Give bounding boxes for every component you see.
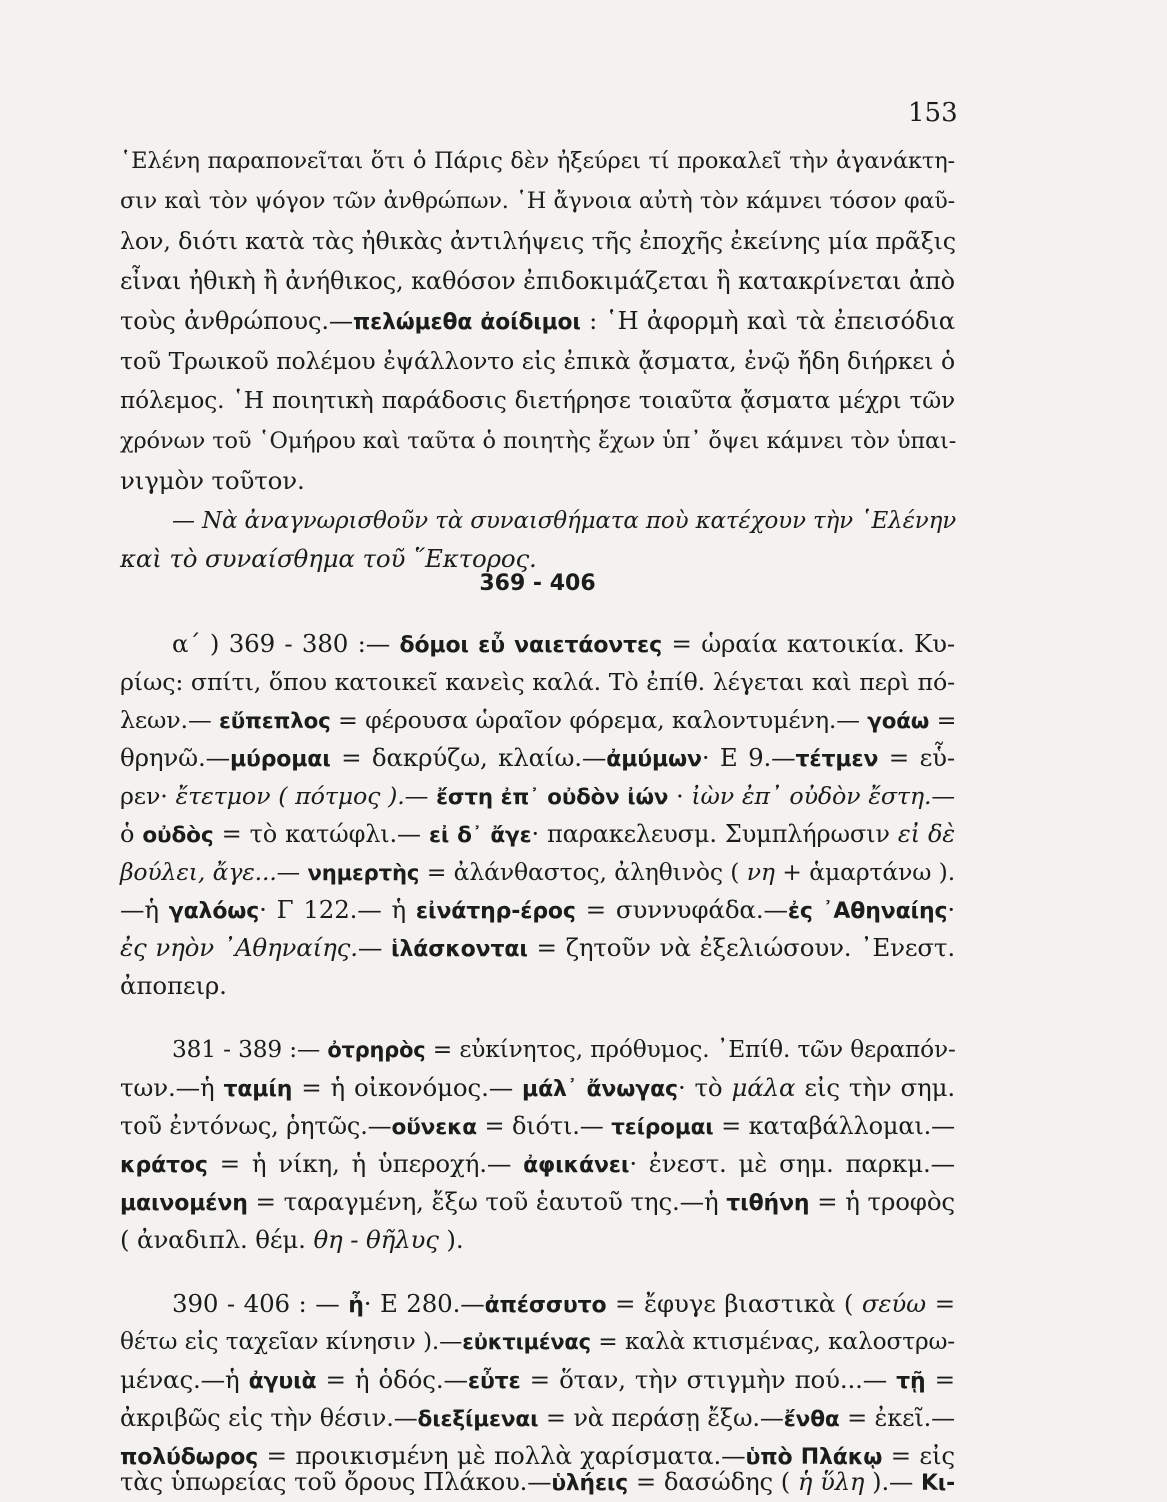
text: = εἰς xyxy=(882,1441,955,1470)
text: ).— xyxy=(864,1467,921,1496)
text: των.—ἡ xyxy=(120,1073,224,1102)
text-line: λον, διότι κατὰ τὰς ἠθικὰς ἀντιλήψεις τῆς ἐποχῆς ἐκείνης μία πρᾶξις xyxy=(120,227,956,255)
gloss-line xyxy=(120,1070,955,1108)
text: = νὰ περάσῃ ἔξω.— xyxy=(538,1404,784,1432)
italic-text: βούλει, ἄγε... xyxy=(120,858,277,886)
gloss-term: τείρομαι xyxy=(611,1115,714,1140)
gloss-line xyxy=(120,930,955,968)
gloss-term: ὑλήεις xyxy=(551,1471,629,1496)
text: = ἡ τροφὸς xyxy=(809,1187,955,1216)
text-line: εἶναι ἠθικὴ ἢ ἀνήθικος, καθόσον ἐπιδοκιμάζεται ἢ κατακρίνεται ἀπὸ xyxy=(120,267,955,295)
gloss-term: ἔνθα xyxy=(783,1407,840,1432)
text: τοῦ ἐντόνως, ῥητῶς.— xyxy=(120,1112,392,1140)
text: = καταβάλλομαι.— xyxy=(713,1112,955,1140)
gloss-line xyxy=(120,1400,955,1438)
text: · Ε 280.— xyxy=(363,1289,485,1318)
gloss-term: μαινομένη xyxy=(120,1191,248,1216)
text: = ταραγμένη, ἔξω τοῦ ἑαυτοῦ της.—ἡ xyxy=(247,1187,727,1216)
gloss-line xyxy=(172,1286,955,1324)
gloss-term: Κι- xyxy=(920,1471,955,1496)
gloss-line xyxy=(172,1032,955,1068)
text: θέτω εἰς ταχεῖαν κίνησιν ).— xyxy=(120,1328,463,1355)
text: · Ε 9.— xyxy=(701,743,796,772)
text: · ἐνεστ. μὲ σημ. παρκμ.— xyxy=(629,1149,955,1178)
text: = ἐκεῖ.— xyxy=(839,1404,955,1432)
text: λεων.— xyxy=(120,706,219,734)
gloss-term: τέτμεν xyxy=(795,747,879,772)
gloss-term: οὐδὸς xyxy=(142,823,214,848)
text: = xyxy=(925,1365,955,1394)
gloss-line: ἀποπειρ. xyxy=(120,971,227,1000)
text: μένας.—ἡ xyxy=(120,1365,249,1394)
page-number: 153 xyxy=(908,98,958,128)
italic-text: ἔτετμον ( πότμος ). xyxy=(175,782,405,810)
text: = xyxy=(929,706,957,734)
gloss-line xyxy=(120,702,955,740)
text: ). xyxy=(438,1225,464,1254)
gloss-term: εἰνάτηρ-έρος xyxy=(415,899,576,924)
text: = ἡ οἰκονόμος.— xyxy=(292,1073,523,1102)
text: = xyxy=(926,1289,955,1318)
gloss-line xyxy=(120,778,955,816)
text-line: νιγμὸν τοῦτον. xyxy=(120,466,305,495)
text: = ἡ ὁδός.— xyxy=(316,1365,468,1394)
text: τὰς ὑπωρείας τοῦ ὄρους Πλάκου.— xyxy=(120,1467,552,1496)
gloss-term: τιθήνη xyxy=(726,1191,810,1216)
text: + ἁμαρτάνω ). xyxy=(774,858,956,886)
gloss-line xyxy=(120,854,955,891)
gloss-term: ἀμύμων xyxy=(606,747,702,772)
text: = ἀλάνθαστος, ἀληθινὸς ( xyxy=(419,858,747,886)
text: ὁ xyxy=(120,820,143,848)
text: = εὐκίνητος, πρόθυμος. ᾽Επίθ. τῶν θεραπόν- xyxy=(425,1036,956,1063)
text: · Γ 122.— ἡ xyxy=(259,895,416,924)
gloss-term: διεξίμεναι xyxy=(417,1407,539,1432)
gloss-term: ἀγυιὰ xyxy=(248,1369,317,1394)
text: α΄ ) 369 - 380 :— xyxy=(172,629,400,658)
section-heading: 369 - 406 xyxy=(479,571,596,596)
gloss-term: πολύδωρος xyxy=(120,1445,259,1470)
gloss-term: μύρομαι xyxy=(229,747,331,772)
text: 390 - 406 : — xyxy=(172,1289,349,1318)
text: ( ἀναδιπλ. θέμ. xyxy=(120,1225,314,1254)
text: : ῾Η ἀφορμὴ καὶ τὰ ἐπεισόδια xyxy=(580,306,956,335)
text: ρεν· xyxy=(120,782,176,810)
text: = καλὰ κτισμένας, καλοστρω- xyxy=(590,1328,955,1355)
italic-text: ἐς νηὸν ᾽Αθηναίης. xyxy=(120,933,358,962)
gloss-term: πελώμεθα ἀοίδιμοι xyxy=(353,310,581,335)
gloss-term: ἀφικάνει xyxy=(523,1153,630,1178)
gloss-term: ὀτρηρὸς xyxy=(327,1038,426,1062)
gloss-line xyxy=(120,1222,955,1258)
gloss-term: νημερτὴς xyxy=(307,860,420,885)
text: = προικισμένη μὲ πολλὰ χαρίσματα.— xyxy=(258,1441,746,1470)
gloss-term: μάλ᾽ ἄνωγας xyxy=(522,1077,678,1102)
text: = τὸ κατώφλι.— xyxy=(213,820,429,848)
text: = ζητοῦν νὰ ἐξελιώσουν. ᾽Ενεστ. xyxy=(527,933,955,962)
gloss-line xyxy=(120,1464,955,1502)
text: — xyxy=(357,933,392,962)
gloss-term: ἀπέσσυτο xyxy=(484,1293,607,1318)
italic-text: θη - θῆλυς xyxy=(313,1225,439,1254)
text: · xyxy=(947,895,955,924)
text: = ἔφυγε βιαστικὰ ( xyxy=(606,1289,862,1318)
text: — xyxy=(276,858,308,886)
gloss-line xyxy=(120,740,955,778)
italic-text: σεύω xyxy=(861,1289,927,1318)
gloss-line xyxy=(120,1146,955,1184)
text: — xyxy=(404,782,437,810)
gloss-term: ταμίη xyxy=(223,1077,293,1102)
text: · xyxy=(668,782,692,810)
text: ἀκριβῶς εἰς τὴν θέσιν.— xyxy=(120,1404,418,1432)
italic-text: ἡ ὕλη xyxy=(797,1467,865,1496)
gloss-line xyxy=(120,892,955,930)
gloss-term: ἦ xyxy=(348,1293,364,1318)
gloss-term: γοάω xyxy=(867,709,930,734)
gloss-line xyxy=(172,626,955,664)
gloss-term: κράτος xyxy=(120,1153,208,1178)
gloss-term: εὖτε xyxy=(467,1369,521,1394)
gloss-term: εἰ δ᾽ ἄγε xyxy=(428,823,532,848)
text: θρηνῶ.— xyxy=(120,743,230,772)
text: = διότι.— xyxy=(476,1112,612,1140)
text: = δακρύζω, κλαίω.— xyxy=(330,743,607,772)
text: = φέρουσα ὡραῖον φόρεμα, καλοντυμένη.— xyxy=(330,706,868,734)
text-line: ῾Ελένη παραπονεῖται ὅτι ὁ Πάρις δὲν ἠξεύρει τί προκαλεῖ τὴν ἀγανάκτη- xyxy=(120,148,955,174)
gloss-term: δόμοι εὖ ναιετάοντες xyxy=(399,633,663,658)
gloss-term: εὐκτιμένας xyxy=(462,1330,591,1354)
text-line: σιν καὶ τὸν ψόγον τῶν ἀνθρώπων. ῾Η ἄγνοια αὐτὴ τὸν κάμνει τόσον φαῦ- xyxy=(120,188,955,214)
gloss-line xyxy=(120,1108,955,1146)
italic-text: μάλα xyxy=(731,1073,796,1102)
gloss-term: εὔπεπλος xyxy=(218,709,331,734)
text: = εὗ- xyxy=(878,743,955,772)
text: = συννυφάδα.— xyxy=(575,895,788,924)
text: —ἡ xyxy=(120,895,169,924)
text: = ἡ νίκη, ἡ ὑπεροχή.— xyxy=(207,1149,524,1178)
text-line: πόλεμος. ῾Η ποιητικὴ παράδοσις διετήρησε τοιαῦτα ᾄσματα μέχρι τῶν xyxy=(120,387,955,414)
gloss-line: ρίως: σπίτι, ὅπου κατοικεῖ κανεὶς καλά. Τὸ ἐπίθ. λέγεται καὶ περὶ πό- xyxy=(120,668,955,696)
task-line: — Νὰ ἀναγνωρισθοῦν τὰ συναισθήματα ποὺ κατέχουν τὴν ῾Ελένην xyxy=(172,508,957,534)
italic-text: νη xyxy=(746,858,775,886)
gloss-term: ἐς ᾽Αθηναίης xyxy=(787,899,948,924)
gloss-line xyxy=(120,1362,955,1400)
text: — xyxy=(931,782,956,810)
gloss-term: γαλόως xyxy=(168,899,260,924)
gloss-term: ὑπὸ Πλάκῳ xyxy=(745,1445,883,1470)
text-line: χρόνων τοῦ ῾Ομήρου καὶ ταῦτα ὁ ποιητὴς ἔχων ὑπ᾽ ὄψει κάμνει τὸν ὑπαι- xyxy=(120,428,957,454)
text: τοὺς ἀνθρώπους.— xyxy=(120,306,354,335)
italic-text: ἰὼν ἐπ᾽ οὐδὸν ἔστη. xyxy=(691,782,932,810)
text: = δασώδης ( xyxy=(628,1467,798,1496)
gloss-line xyxy=(120,816,955,854)
task-line: καὶ τὸ συναίσθημα τοῦ ῞Εκτορος. xyxy=(120,544,537,573)
text: · παρακελευσμ. Συμπλήρωσιν xyxy=(531,820,898,848)
text: εἰς τὴν σημ. xyxy=(795,1073,955,1102)
text: · τὸ xyxy=(677,1073,732,1102)
gloss-line xyxy=(120,1184,955,1222)
text: 381 - 389 :— xyxy=(172,1036,328,1063)
gloss-term: ἔστη ἐπ᾽ οὐδὸν ἰών xyxy=(436,785,669,810)
text-line: τοῦ Τρωικοῦ πολέμου ἐψάλλοντο εἰς ἐπικὰ ᾄσματα, ἐνῷ ἤδη διήρκει ὁ xyxy=(120,347,955,375)
gloss-term: οὕνεκα xyxy=(391,1115,477,1140)
gloss-term: ἱλάσκονται xyxy=(391,937,528,962)
gloss-line xyxy=(120,1324,955,1360)
text: = ὅταν, τὴν στιγμὴν πού...— xyxy=(520,1365,897,1394)
italic-text: εἰ δὲ xyxy=(897,820,955,848)
gloss-term: τῇ xyxy=(896,1369,926,1394)
text-line xyxy=(120,303,955,341)
text: = ὡραία κατοικία. Κυ- xyxy=(662,629,956,658)
